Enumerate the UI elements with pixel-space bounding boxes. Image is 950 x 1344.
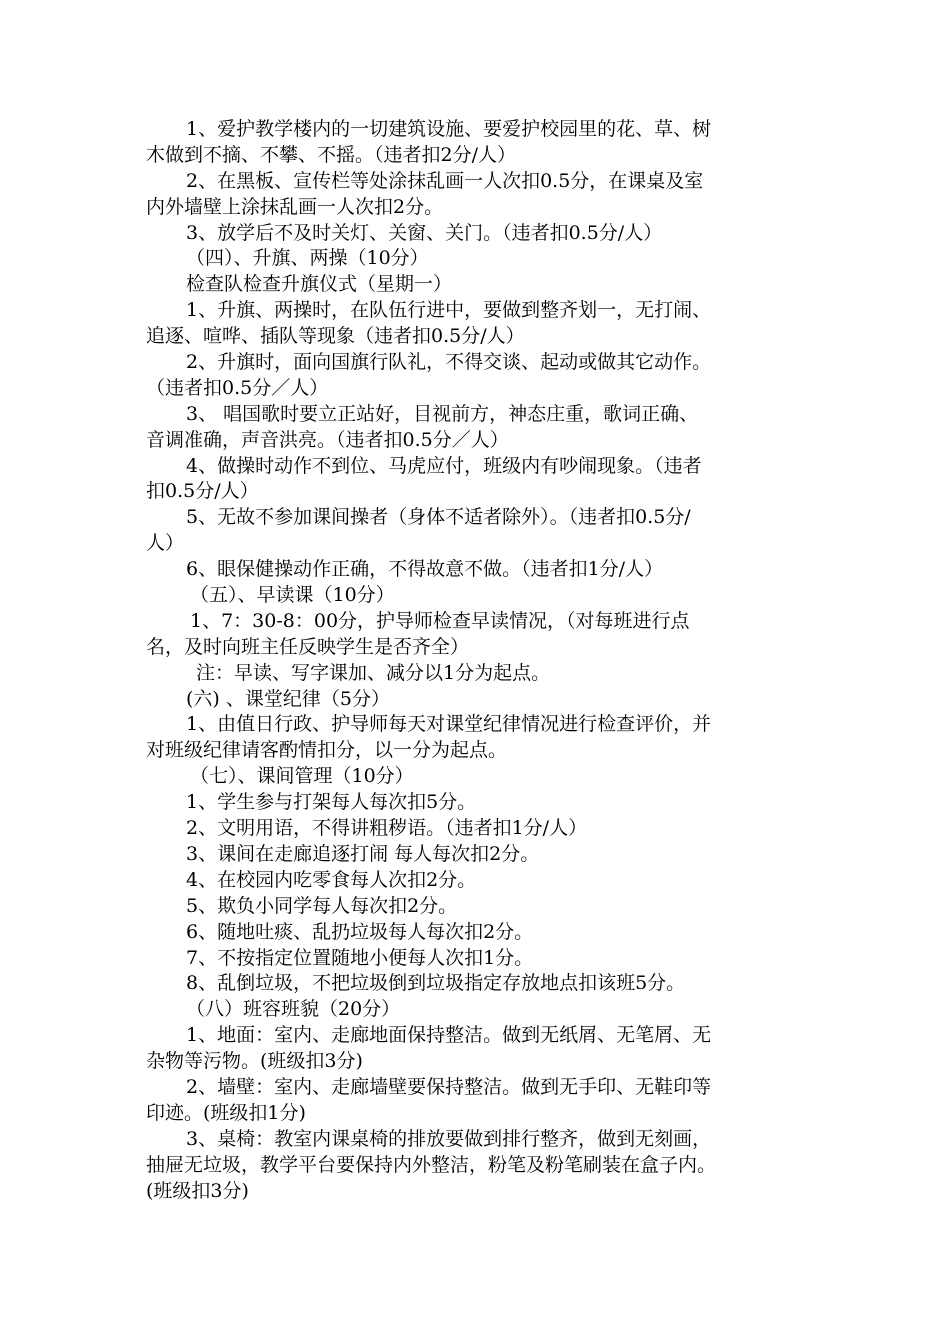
document-line: 追逐、喧哗、插队等现象（违者扣0.5分/人）	[146, 325, 525, 348]
document-line: 6、眼保健操动作正确，不得故意不做。（违者扣1分/人）	[186, 558, 664, 581]
document-line: 3、 唱国歌时要立正站好，目视前方，神态庄重，歌词正确、	[186, 402, 699, 425]
document-line: （八）班容班貌（20分）	[186, 998, 401, 1021]
document-line: 印迹。(班级扣1分)	[146, 1101, 306, 1124]
document-line: 1、由值日行政、护导师每天对课堂纪律情况进行检查评价，并	[186, 713, 712, 736]
document-line: 2、在黑板、宣传栏等处涂抹乱画一人次扣0.5分，在课桌及室	[186, 169, 704, 192]
document-line: 人）	[146, 532, 185, 555]
document-line: 3、桌椅：教室内课桌椅的排放要做到排行整齐，做到无刻画，	[186, 1127, 712, 1150]
document-line: （七）、课间管理（10分）	[190, 765, 414, 788]
document-line: 5、欺负小同学每人每次扣2分。	[186, 894, 458, 917]
document-line: 3、课间在走廊追逐打闹 每人每次扣2分。	[186, 842, 540, 865]
document-line: 扣0.5分/人）	[146, 480, 259, 503]
document-line: 5、无故不参加课间操者（身体不适者除外）。（违者扣0.5分/	[186, 506, 691, 529]
document-line: 1、7：30-8：00分，护导师检查早读情况，（对每班进行点	[190, 609, 690, 632]
document-line: 7、不按指定位置随地小便每人次扣1分。	[186, 946, 534, 969]
document-line: 音调准确，声音洪亮。（违者扣0.5分／人）	[146, 428, 509, 451]
document-line: 2、升旗时，面向国旗行队礼，不得交谈、起动或做其它动作。	[186, 351, 712, 374]
document-line: (班级扣3分)	[146, 1179, 249, 1202]
document-line: 检查队检查升旗仪式（星期一）	[186, 273, 453, 296]
document-line: 杂物等污物。(班级扣3分)	[146, 1050, 363, 1073]
document-line: 2、文明用语，不得讲粗秽语。（违者扣1分/人）	[186, 817, 588, 840]
document-line: 4、做操时动作不到位、马虎应付，班级内有吵闹现象。（违者	[186, 454, 702, 477]
document-line: 1、爱护教学楼内的一切建筑设施、要爱护校园里的花、草、树	[186, 118, 712, 140]
document-line: 3、放学后不及时关灯、关窗、关门。（违者扣0.5分/人）	[186, 221, 663, 244]
document-line: 1、学生参与打架每人每次扣5分。	[186, 791, 477, 814]
document-line: （五）、早读课（10分）	[190, 584, 395, 607]
document-line: 4、在校园内吃零食每人次扣2分。	[186, 868, 477, 891]
document-body-text	[146, 117, 816, 1204]
document-line: (六) 、课堂纪律（5分）	[186, 687, 390, 710]
document-line: 2、墙壁：室内、走廊墙壁要保持整洁。做到无手印、无鞋印等	[186, 1075, 712, 1098]
document-line: 1、升旗、两操时，在队伍行进中，要做到整齐划一，无打闹、	[186, 299, 712, 322]
document-line: 名，及时向班主任反映学生是否齐全）	[146, 635, 470, 658]
document-line: 抽屉无垃圾，教学平台要保持内外整洁，粉笔及粉笔刷装在盒子内。	[146, 1153, 717, 1176]
document-line: （四）、升旗、两操（10分）	[186, 247, 429, 270]
document-line: 木做到不摘、不攀、不摇。（违者扣2分/人）	[146, 143, 516, 166]
document-line: 8、乱倒垃圾，不把垃圾倒到垃圾指定存放地点扣该班5分。	[186, 972, 686, 995]
document-line: 注：早读、写字课加、减分以1分为起点。	[196, 661, 551, 684]
document-line: 1、地面：室内、走廊地面保持整洁。做到无纸屑、无笔屑、无	[186, 1024, 712, 1047]
document-line: 对班级纪律请客酌情扣分，以一分为起点。	[146, 739, 508, 762]
document-line: 6、随地吐痰、乱扔垃圾每人每次扣2分。	[186, 920, 534, 943]
document-line: （违者扣0.5分／人）	[146, 376, 329, 399]
document-line: 内外墙壁上涂抹乱画一人次扣2分。	[146, 195, 444, 218]
